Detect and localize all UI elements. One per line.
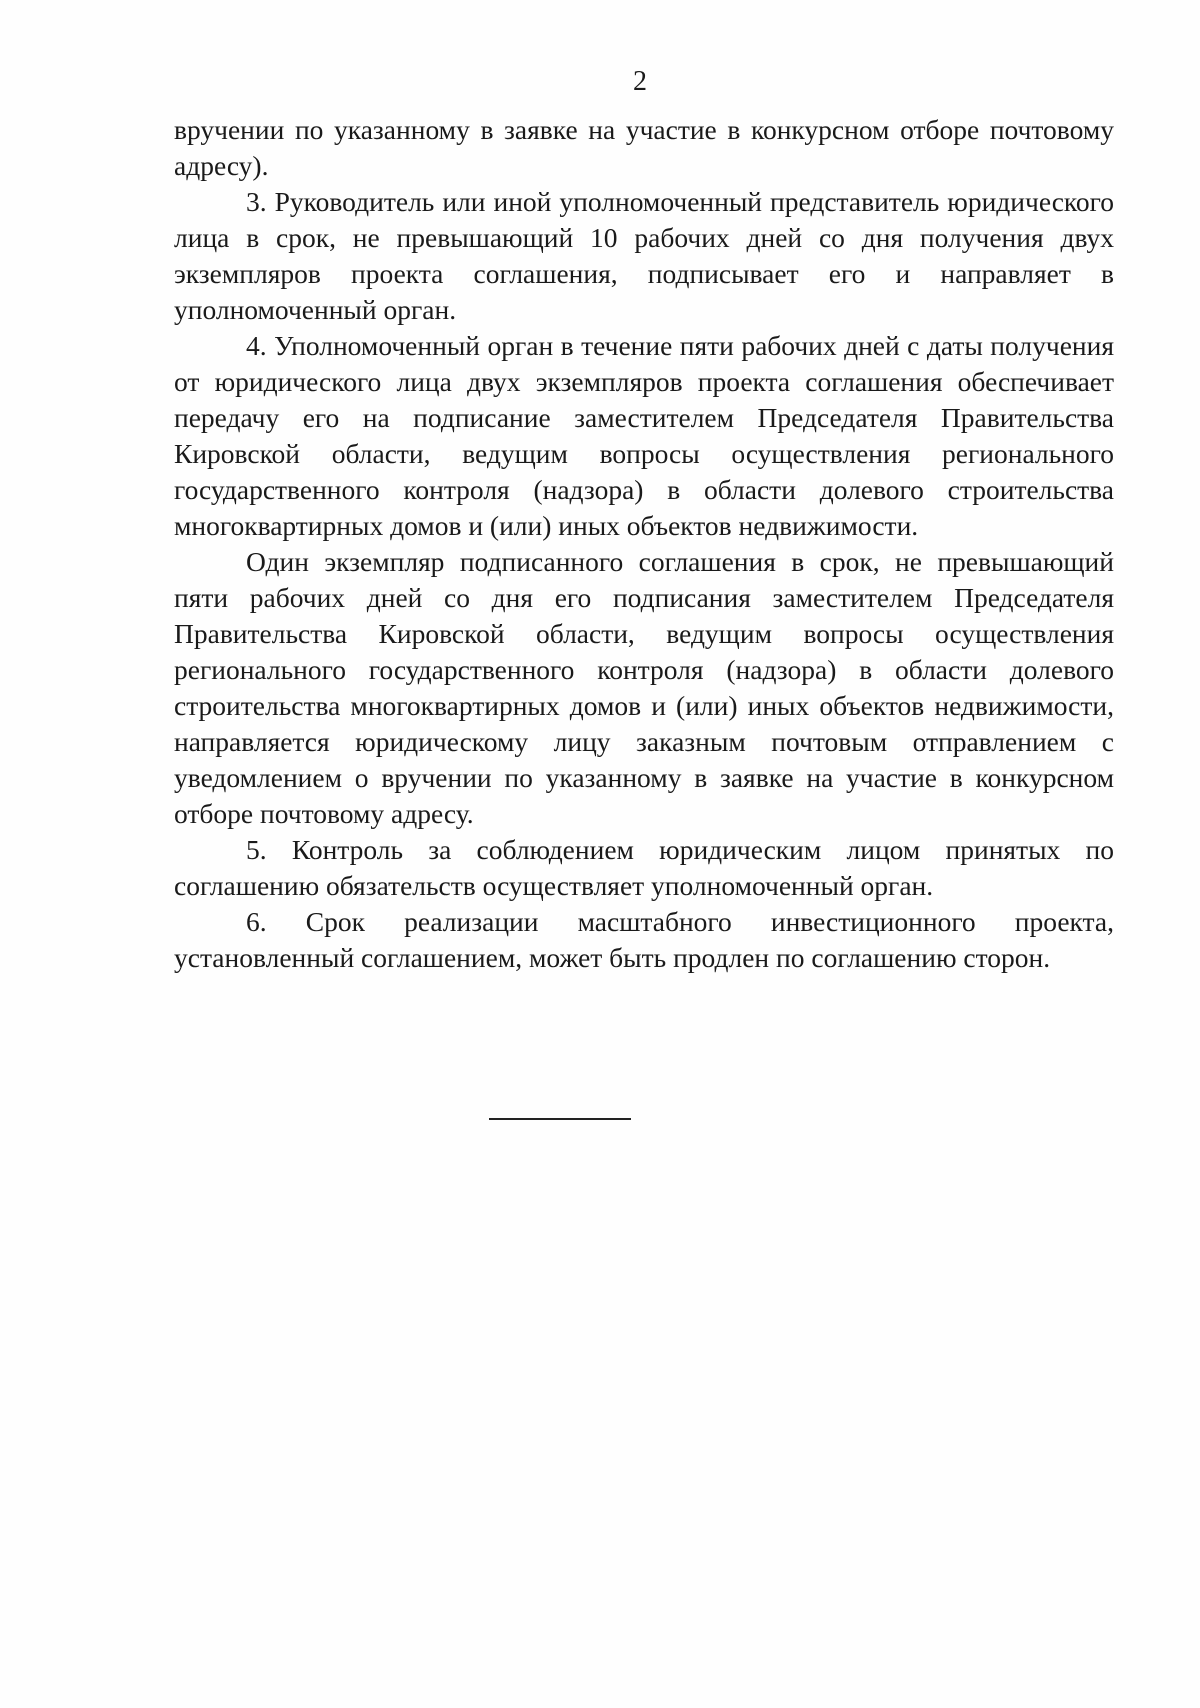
- paragraph-item-4: 4. Уполномоченный орган в течение пяти рабочих дней с даты получения от юридического лица двух экземпляров проекта соглашения обеспечивает передачу его на подписание заместителем Председателя Правительства Кировской области, ведущим вопросы осуществления регионального государственного контроля (надзора) в области долевого строительства многоквартирных домов и (или) иных объектов недвижимости.: [174, 330, 1114, 541]
- paragraph-item-5: 5. Контроль за соблюдением юридическим лицом принятых по соглашению обязательств осуществляет уполномоченный орган.: [174, 834, 1114, 901]
- page-number: 2: [633, 66, 647, 97]
- paragraph-item-4-continuation: Один экземпляр подписанного соглашения в срок, не превышающий пяти рабочих дней со дня его подписания заместителем Председателя Правительства Кировской области, ведущим вопросы осуществления регионального государственного контроля (надзора) в области долевого строительства многоквартирных домов и (или) иных объектов недвижимости, направляется юридическому лицу заказным почтовым отправлением с уведомлением о вручении по указанному в заявке на участие в конкурсном отборе почтовому адресу.: [174, 546, 1114, 829]
- paragraph-item-6: 6. Срок реализации масштабного инвестиционного проекта, установленный соглашением, может быть продлен по соглашению сторон.: [174, 906, 1114, 973]
- paragraph-item-3: 3. Руководитель или иной уполномоченный представитель юридического лица в срок, не превышающий 10 рабочих дней со дня получения двух экземпляров проекта соглашения, подписывает его и направляет в уполномоченный орган.: [174, 186, 1114, 325]
- paragraph-continuation: вручении по указанному в заявке на участие в конкурсном отборе почтовому адресу).: [174, 114, 1114, 181]
- end-separator-line: [489, 1118, 631, 1120]
- document-body: [174, 112, 1114, 976]
